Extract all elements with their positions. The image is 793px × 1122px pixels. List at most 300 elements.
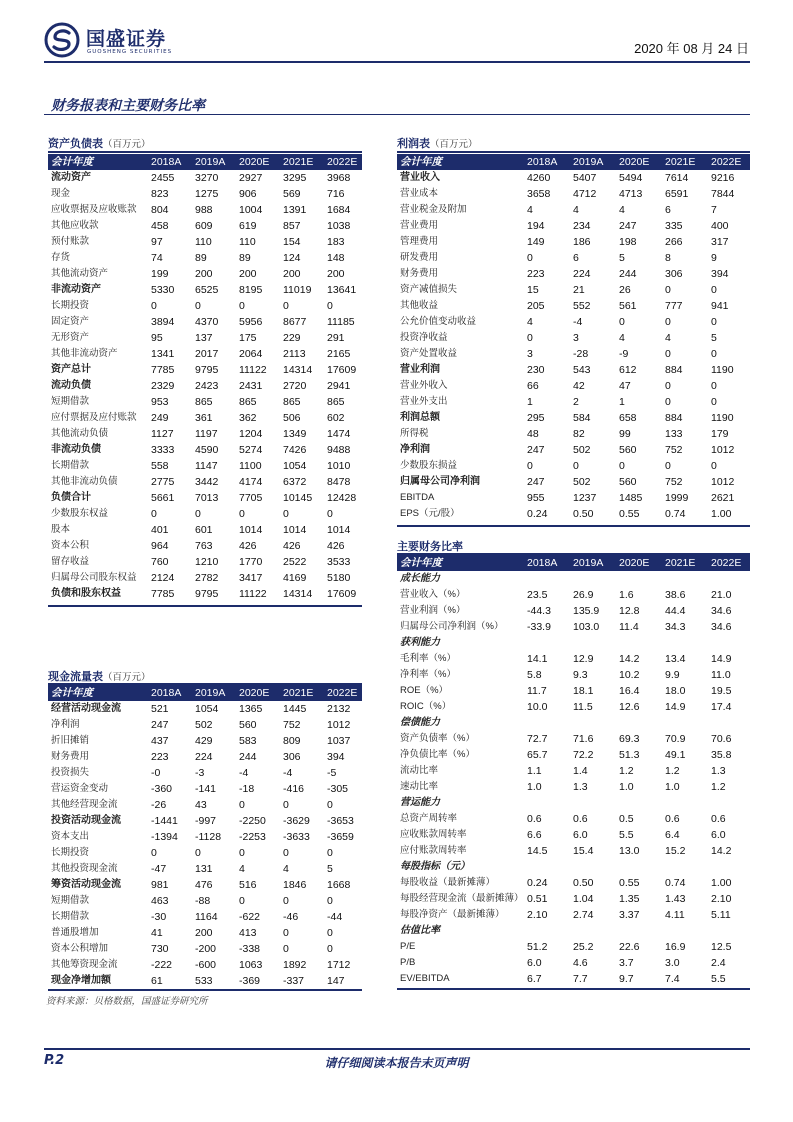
row-value: 1190 — [711, 412, 734, 424]
row-value: 362 — [239, 412, 257, 424]
row-label: 营业收入（%） — [400, 589, 466, 600]
row-value: -141 — [195, 783, 217, 795]
row-value: 804 — [151, 204, 169, 216]
row-value — [616, 571, 662, 587]
row-value: 1012 — [327, 719, 351, 731]
row-value: 0 — [665, 460, 671, 472]
row-value: 42 — [573, 380, 585, 392]
row-value: 0 — [711, 380, 717, 392]
row-value: 7.4 — [665, 973, 680, 985]
row-value: 1341 — [151, 348, 175, 360]
row-value: 7013 — [195, 492, 219, 504]
row-value: 521 — [151, 703, 169, 715]
table-end-rule — [397, 525, 750, 527]
row-value: 124 — [283, 252, 301, 264]
row-value: 0 — [239, 300, 245, 312]
row-value: 4 — [619, 332, 625, 344]
row-value: 400 — [711, 220, 729, 232]
header-year: 2018A — [524, 154, 570, 170]
row-value — [708, 795, 750, 811]
row-label: 营业收入 — [400, 172, 440, 183]
row-value: 0 — [711, 316, 717, 328]
row-value: 6591 — [665, 188, 689, 200]
row-value: 26 — [619, 284, 631, 296]
row-label: 成长能力 — [400, 573, 440, 584]
row-value: 1445 — [283, 703, 307, 715]
row-value: 11.7 — [527, 685, 547, 697]
row-value: 3533 — [327, 556, 351, 568]
row-value — [662, 715, 708, 731]
row-value: 7.7 — [573, 973, 588, 985]
row-value — [616, 859, 662, 875]
row-value: 5.5 — [619, 829, 634, 841]
row-value: 6 — [573, 252, 579, 264]
row-value: 71.6 — [573, 733, 594, 745]
brand-subtitle: GUOSHENG SECURITIES — [87, 49, 173, 55]
table-row — [48, 218, 362, 234]
table-row — [48, 941, 362, 957]
row-label: 其他经营现金流 — [51, 799, 118, 810]
row-value: 131 — [195, 863, 213, 875]
row-value: 14.1 — [527, 653, 548, 665]
row-value: 394 — [711, 268, 729, 280]
row-label: 筹资活动现金流 — [51, 879, 121, 890]
row-label: 净负债比率（%） — [400, 749, 475, 760]
row-value: 11185 — [327, 316, 355, 328]
row-value: 14.9 — [665, 701, 686, 713]
row-label: 其他收益 — [400, 300, 439, 311]
table-row — [397, 474, 750, 490]
row-value: 15.2 — [665, 845, 686, 857]
row-value: 1164 — [195, 911, 218, 923]
row-label: ROE（%） — [400, 685, 449, 696]
row-value: 1014 — [283, 524, 307, 536]
row-value: 10.0 — [527, 701, 548, 713]
row-label: 其他流动负债 — [51, 428, 109, 439]
row-value: -46 — [283, 911, 299, 923]
row-value: 17609 — [327, 588, 357, 600]
row-value: 0 — [527, 332, 533, 344]
row-value: 413 — [239, 927, 257, 939]
row-value: 0 — [527, 460, 533, 472]
row-value: 16.9 — [665, 941, 686, 953]
table-row — [397, 282, 750, 298]
table-row — [397, 955, 750, 971]
row-label: 营业费用 — [400, 220, 439, 231]
row-value: 1 — [527, 396, 533, 408]
row-value: 244 — [239, 751, 257, 763]
table-title: 现金流量表 — [48, 671, 103, 683]
row-value: 716 — [327, 188, 345, 200]
row-label: 营运资金变动 — [51, 783, 109, 794]
table-row — [48, 845, 362, 861]
row-value: 0 — [711, 348, 717, 360]
row-value: 0 — [283, 943, 289, 955]
row-label: 流动负债 — [51, 380, 91, 391]
table-row — [397, 779, 750, 795]
row-value: 295 — [527, 412, 545, 424]
row-value: 12.6 — [619, 701, 640, 713]
row-value: 6.6 — [527, 829, 542, 841]
row-value: 1365 — [239, 703, 263, 715]
row-value: 2329 — [151, 380, 175, 392]
row-value: 9.7 — [619, 973, 634, 985]
row-value: 865 — [327, 396, 345, 408]
row-value: 730 — [151, 943, 169, 955]
row-label: 获利能力 — [400, 637, 440, 648]
row-value: 2 — [573, 396, 579, 408]
row-value: 0.24 — [527, 877, 548, 889]
row-label: 流动比率 — [400, 765, 439, 776]
row-value: 230 — [527, 364, 545, 376]
table-caption — [397, 135, 478, 151]
row-value: 5274 — [239, 444, 263, 456]
row-label: 长期借款 — [51, 460, 90, 471]
row-value: 7844 — [711, 188, 735, 200]
row-value: 110 — [195, 236, 212, 248]
section-title: 财务报表和主要财务比率 — [51, 98, 205, 114]
row-value: 502 — [195, 719, 213, 731]
row-value: 6.0 — [573, 829, 588, 841]
row-value: -28 — [573, 348, 589, 360]
row-value: 0.55 — [619, 877, 640, 889]
table-header-row — [397, 555, 750, 571]
row-value: 48 — [527, 428, 539, 440]
row-value — [616, 715, 662, 731]
row-value: 0 — [711, 396, 717, 408]
row-value: 0 — [573, 460, 579, 472]
row-value — [524, 795, 570, 811]
row-label: 净利润 — [51, 719, 80, 730]
table-row — [48, 170, 362, 186]
row-value: 1.00 — [711, 508, 732, 520]
row-label: 财务费用 — [400, 268, 439, 279]
row-value: 5494 — [619, 172, 643, 184]
row-value: 11.4 — [619, 621, 639, 633]
row-value: 14314 — [283, 588, 313, 600]
row-label: 其他非流动资产 — [51, 348, 118, 359]
row-value: 552 — [573, 300, 591, 312]
header-rule — [44, 61, 750, 63]
row-value: 4169 — [283, 572, 307, 584]
row-value: 44.4 — [665, 605, 686, 617]
row-value: 2.4 — [711, 957, 726, 969]
row-value: 7614 — [665, 172, 689, 184]
row-value: 437 — [151, 735, 169, 747]
row-value: 41 — [151, 927, 163, 939]
table-header-row — [48, 154, 362, 170]
row-value: 14.2 — [711, 845, 732, 857]
row-value: 200 — [195, 927, 213, 939]
table-end-rule — [397, 988, 750, 990]
row-value: 2423 — [195, 380, 219, 392]
row-value: 4.11 — [665, 909, 685, 921]
row-value: 1.4 — [573, 765, 588, 777]
row-value: 612 — [619, 364, 637, 376]
page-header — [0, 0, 793, 70]
row-value: -600 — [195, 959, 217, 971]
row-value: 25.2 — [573, 941, 594, 953]
header-year: 2018A — [524, 555, 570, 571]
table-row — [48, 298, 362, 314]
table-caption — [48, 668, 151, 684]
row-value: 12.9 — [573, 653, 594, 665]
table-row — [397, 603, 750, 619]
row-value: -2253 — [239, 831, 266, 843]
row-label: 长期借款 — [51, 911, 90, 922]
row-value: 602 — [327, 412, 345, 424]
row-label: 投资活动现金流 — [51, 815, 121, 826]
row-value: -0 — [151, 767, 161, 779]
row-value — [662, 635, 708, 651]
row-value: -33.9 — [527, 621, 551, 633]
row-value: 34.6 — [711, 621, 732, 633]
row-label: 短期借款 — [51, 895, 90, 906]
table-row — [48, 749, 362, 765]
row-value: 0 — [327, 927, 333, 939]
row-value: 198 — [619, 236, 637, 248]
row-value: 0 — [619, 316, 625, 328]
row-value: 15.4 — [573, 845, 594, 857]
row-value: 3 — [527, 348, 533, 360]
row-value: 0 — [665, 396, 671, 408]
data-source-note: 资料来源：贝格数据，国盛证券研究所 — [46, 996, 208, 1007]
table-row — [48, 781, 362, 797]
row-label: 应付账款周转率 — [400, 845, 467, 856]
row-label: 归属母公司净利润 — [400, 476, 480, 487]
row-value: 18.0 — [665, 685, 686, 697]
row-value: 247 — [619, 220, 637, 232]
row-value: -360 — [151, 783, 173, 795]
row-value: 906 — [239, 188, 257, 200]
table-row — [48, 909, 362, 925]
table-section-row — [397, 571, 750, 587]
header-year: 2021E — [280, 685, 324, 701]
row-value: 1012 — [711, 444, 735, 456]
row-label: EV/EBITDA — [400, 973, 450, 984]
row-value: 476 — [195, 879, 213, 891]
row-label: 应收票据及应收账款 — [51, 204, 137, 215]
row-value: -44.3 — [527, 605, 551, 617]
row-value: 1010 — [327, 460, 351, 472]
row-value — [708, 571, 750, 587]
table-row — [48, 538, 362, 554]
row-value: 2165 — [327, 348, 351, 360]
row-value — [570, 715, 616, 731]
row-value: 0 — [665, 284, 671, 296]
table-row — [48, 829, 362, 845]
row-value: 1.0 — [527, 781, 542, 793]
table-row — [397, 939, 750, 955]
table-row — [397, 218, 750, 234]
row-value: 4 — [619, 204, 625, 216]
row-value: 463 — [151, 895, 169, 907]
row-value: 1349 — [283, 428, 307, 440]
row-value: 247 — [151, 719, 169, 731]
row-label: 其他流动资产 — [51, 268, 109, 279]
row-label: 资本支出 — [51, 831, 90, 842]
table-row — [397, 587, 750, 603]
brand-logo-icon — [44, 22, 80, 58]
row-value: 99 — [619, 428, 631, 440]
table-row — [397, 699, 750, 715]
row-value: 865 — [195, 396, 213, 408]
row-value: 11.5 — [573, 701, 593, 713]
row-value: 4 — [283, 863, 289, 875]
row-value: 1210 — [195, 556, 219, 568]
row-value: 9.3 — [573, 669, 588, 681]
row-value: 884 — [665, 364, 683, 376]
table-row — [397, 667, 750, 683]
row-label: 非流动负债 — [51, 444, 101, 455]
table-row — [397, 619, 750, 635]
row-value: 1147 — [195, 460, 218, 472]
row-label: 经营活动现金流 — [51, 703, 121, 714]
row-value: 34.6 — [711, 605, 732, 617]
row-value: 658 — [619, 412, 637, 424]
row-value: 247 — [527, 444, 545, 456]
row-value: 0 — [151, 508, 157, 520]
row-value: -622 — [239, 911, 261, 923]
table-row — [397, 490, 750, 506]
caption-rule — [397, 151, 750, 153]
row-label: 归属母公司净利润（%） — [400, 621, 504, 632]
row-value: 89 — [239, 252, 251, 264]
header-year: 2019A — [192, 685, 236, 701]
row-value — [708, 859, 750, 875]
row-value: 2941 — [327, 380, 351, 392]
row-value: -416 — [283, 783, 305, 795]
row-value: 9.9 — [665, 669, 680, 681]
row-value: 4174 — [239, 476, 263, 488]
table-row — [48, 586, 362, 602]
row-value: 5 — [711, 332, 717, 344]
row-value: 3417 — [239, 572, 263, 584]
row-label: 研发费用 — [400, 252, 439, 263]
row-value: 200 — [283, 268, 301, 280]
table-row — [48, 426, 362, 442]
table-row — [397, 426, 750, 442]
row-label: 长期投资 — [51, 847, 90, 858]
row-value: 35.8 — [711, 749, 732, 761]
row-value: 179 — [711, 428, 729, 440]
row-value: 964 — [151, 540, 169, 552]
row-value: 760 — [151, 556, 169, 568]
header-year: 2019A — [570, 555, 616, 571]
row-value: 763 — [195, 540, 213, 552]
row-value: 14.5 — [527, 845, 548, 857]
row-label: ROIC（%） — [400, 701, 452, 712]
header-year: 2020E — [616, 154, 662, 170]
row-value: 34.3 — [665, 621, 686, 633]
row-value: 561 — [619, 300, 637, 312]
row-value: 16.4 — [619, 685, 640, 697]
header-label: 会计年度 — [48, 685, 148, 701]
table-row — [397, 362, 750, 378]
row-value: 1 — [619, 396, 625, 408]
row-value: -1128 — [195, 831, 222, 843]
row-value: 0 — [195, 508, 201, 520]
row-label: 其他筹资现金流 — [51, 959, 118, 970]
table-row — [48, 973, 362, 989]
row-value: 429 — [195, 735, 213, 747]
row-value: 4713 — [619, 188, 643, 200]
table-section-row — [397, 795, 750, 811]
row-value: 2064 — [239, 348, 263, 360]
header-year: 2022E — [324, 685, 362, 701]
table-row — [48, 378, 362, 394]
row-value: 2124 — [151, 572, 175, 584]
header-year: 2022E — [324, 154, 362, 170]
row-value: 0 — [711, 460, 717, 472]
row-value: 4.6 — [573, 957, 588, 969]
row-value: 0 — [239, 895, 245, 907]
row-value: 1.0 — [665, 781, 680, 793]
row-value: 200 — [327, 268, 345, 280]
row-label: 偿债能力 — [400, 717, 440, 728]
row-value: -88 — [195, 895, 211, 907]
row-label: 流动资产 — [51, 172, 91, 183]
row-label: 负债和股东权益 — [51, 588, 121, 599]
row-value: 7426 — [283, 444, 307, 456]
row-value: 0.74 — [665, 877, 686, 889]
header-year: 2019A — [570, 154, 616, 170]
row-value: 9795 — [195, 364, 219, 376]
row-value: 175 — [239, 332, 257, 344]
table-unit: （百万元） — [103, 139, 151, 150]
table-title: 资产负债表 — [48, 138, 103, 150]
row-label: 应付票据及应付账款 — [51, 412, 137, 423]
row-value: 1.00 — [711, 877, 732, 889]
table-row — [397, 458, 750, 474]
page-number: P.2 — [44, 1053, 65, 1068]
row-label: 财务费用 — [51, 751, 90, 762]
row-label: 归属母公司股东权益 — [51, 572, 137, 583]
row-value: 5180 — [327, 572, 351, 584]
row-value — [662, 795, 708, 811]
row-value: 69.3 — [619, 733, 640, 745]
row-value: 0 — [327, 895, 333, 907]
row-value: 291 — [327, 332, 345, 344]
row-value: 19.5 — [711, 685, 732, 697]
row-label: 短期借款 — [51, 396, 90, 407]
row-value: 11019 — [283, 284, 312, 296]
table-row — [48, 522, 362, 538]
row-value: 61 — [151, 975, 163, 987]
row-value — [616, 635, 662, 651]
row-value: 22.6 — [619, 941, 640, 953]
row-value: -222 — [151, 959, 173, 971]
row-value: 865 — [239, 396, 257, 408]
row-value: 17.4 — [711, 701, 732, 713]
table-caption — [397, 538, 463, 554]
row-value: 72.2 — [573, 749, 594, 761]
table-caption — [48, 135, 151, 151]
row-value: 51.3 — [619, 749, 640, 761]
row-value: 0 — [195, 300, 201, 312]
row-value: 9795 — [195, 588, 219, 600]
row-value: 0.6 — [711, 813, 726, 825]
row-value: -200 — [195, 943, 217, 955]
row-value: 1712 — [327, 959, 351, 971]
row-value: 7785 — [151, 588, 175, 600]
row-value: 7705 — [239, 492, 263, 504]
table-header-row — [397, 154, 750, 170]
row-value: 183 — [327, 236, 345, 248]
row-label: 营业外支出 — [400, 396, 448, 407]
row-value: 4590 — [195, 444, 219, 456]
header-year: 2021E — [662, 555, 708, 571]
